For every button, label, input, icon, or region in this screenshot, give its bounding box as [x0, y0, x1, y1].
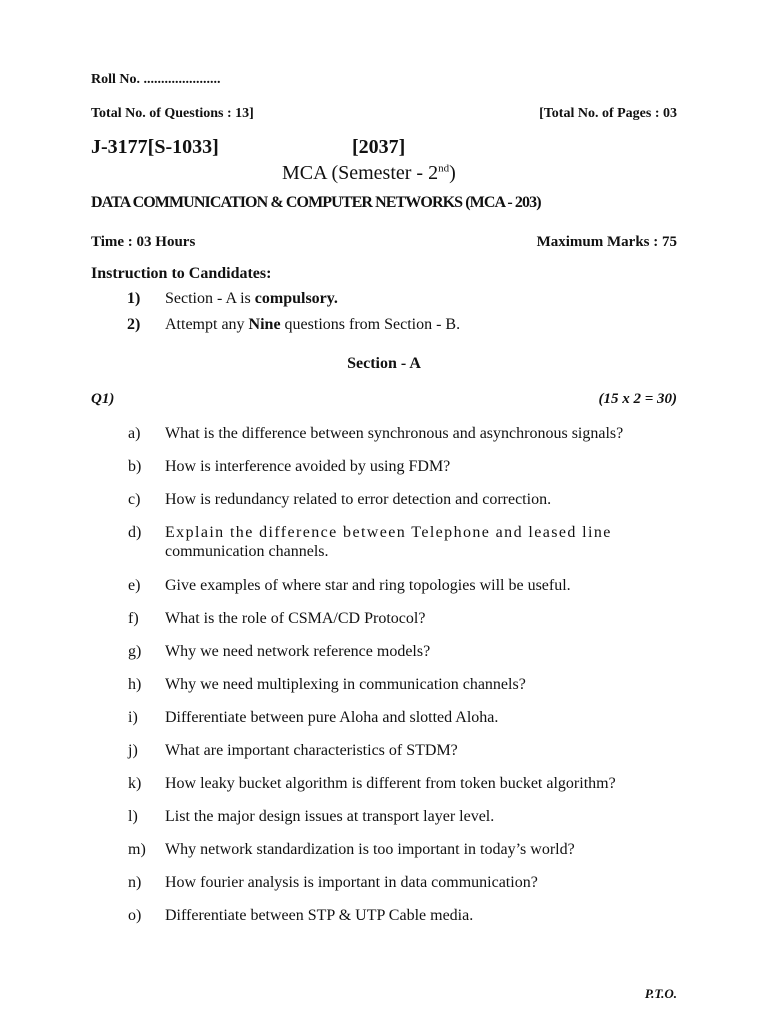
- total-questions: Total No. of Questions : 13]: [91, 106, 254, 121]
- item-label: d): [128, 524, 142, 541]
- item-text: Differentiate between STP & UTP Cable media.: [165, 907, 474, 924]
- course-title: [282, 162, 456, 185]
- list-item: [91, 642, 677, 675]
- instruction-text: [165, 290, 338, 308]
- course-close: ): [449, 162, 456, 184]
- item-label: c): [128, 491, 141, 508]
- instruction-text-end: questions from Section - B.: [280, 316, 461, 333]
- list-item: [91, 774, 677, 807]
- list-item: [91, 424, 677, 457]
- item-label: h): [128, 676, 142, 693]
- item-label: b): [128, 458, 142, 475]
- paper-number: [2037]: [352, 136, 406, 158]
- item-text: Differentiate between pure Aloha and slotted Aloha.: [165, 709, 499, 726]
- list-item: [91, 840, 677, 873]
- item-label: k): [128, 775, 142, 792]
- list-item: [91, 523, 677, 576]
- page-turn-note: P.T.O.: [644, 986, 677, 1001]
- list-item: [91, 873, 677, 906]
- instruction-text-start: Attempt any: [165, 316, 249, 333]
- item-text: How is interference avoided by using FDM?: [165, 458, 451, 475]
- list-item: [91, 457, 677, 490]
- question-marks: (15 x 2 = 30): [598, 391, 677, 407]
- instruction-emphasis: Nine: [248, 316, 281, 333]
- instruction-text: [165, 316, 460, 334]
- question-list: [91, 424, 677, 939]
- item-text: Why network standardization is too important in today’s world?: [165, 841, 575, 858]
- section-title: Section - A: [347, 355, 421, 372]
- item-label: e): [128, 577, 141, 594]
- item-label: m): [128, 841, 146, 858]
- item-label: i): [128, 709, 138, 726]
- instructions-heading: Instruction to Candidates:: [91, 265, 272, 282]
- instruction-number: 2): [127, 316, 141, 333]
- item-text: How is redundancy related to error detection and correction.: [165, 491, 552, 508]
- item-text: Why we need multiplexing in communication channels?: [165, 676, 526, 693]
- item-label: l): [128, 808, 138, 825]
- item-text: Why we need network reference models?: [165, 643, 431, 660]
- item-text: How fourier analysis is important in data communication?: [165, 874, 538, 891]
- list-item: [91, 741, 677, 774]
- item-label: a): [128, 425, 141, 442]
- item-label: f): [128, 610, 139, 627]
- item-text: [165, 523, 677, 576]
- course-ordinal: nd: [438, 162, 450, 175]
- course-name: MCA (Semester - 2: [282, 162, 439, 184]
- list-item: [91, 490, 677, 523]
- item-text: Give examples of where star and ring topologies will be useful.: [165, 577, 571, 594]
- list-item: [91, 807, 677, 840]
- roll-number: Roll No. ......................: [91, 72, 221, 87]
- item-text: How leaky bucket algorithm is different from token bucket algorithm?: [165, 775, 616, 792]
- instruction-emphasis: compulsory.: [254, 290, 338, 307]
- list-item: [91, 708, 677, 741]
- maximum-marks: Maximum Marks : 75: [536, 234, 677, 250]
- item-label: j): [128, 742, 138, 759]
- item-label: o): [128, 907, 142, 924]
- subject-title: DATA COMMUNICATION & COMPUTER NETWORKS (MCA - 203): [91, 194, 541, 211]
- exam-time: Time : 03 Hours: [91, 234, 196, 250]
- item-label: g): [128, 643, 142, 660]
- item-text-line-2: communication channels.: [165, 543, 329, 560]
- item-label: n): [128, 874, 142, 891]
- item-text: What is the difference between synchronous and asynchronous signals?: [165, 425, 624, 442]
- list-item: [91, 906, 677, 939]
- list-item: [91, 675, 677, 708]
- item-text: List the major design issues at transport layer level.: [165, 808, 495, 825]
- list-item: [91, 576, 677, 609]
- instruction-number: 1): [127, 290, 141, 307]
- instruction-text-start: Section - A is: [165, 290, 255, 307]
- item-text: What is the role of CSMA/CD Protocol?: [165, 610, 426, 627]
- item-text-line-1: Explain the difference between Telephone and leased line: [165, 524, 612, 541]
- question-label: Q1): [91, 391, 115, 407]
- paper-code: J-3177[S-1033]: [91, 136, 219, 158]
- list-item: [91, 609, 677, 642]
- total-pages: [Total No. of Pages : 03: [539, 106, 677, 121]
- item-text: What are important characteristics of STDM?: [165, 742, 458, 759]
